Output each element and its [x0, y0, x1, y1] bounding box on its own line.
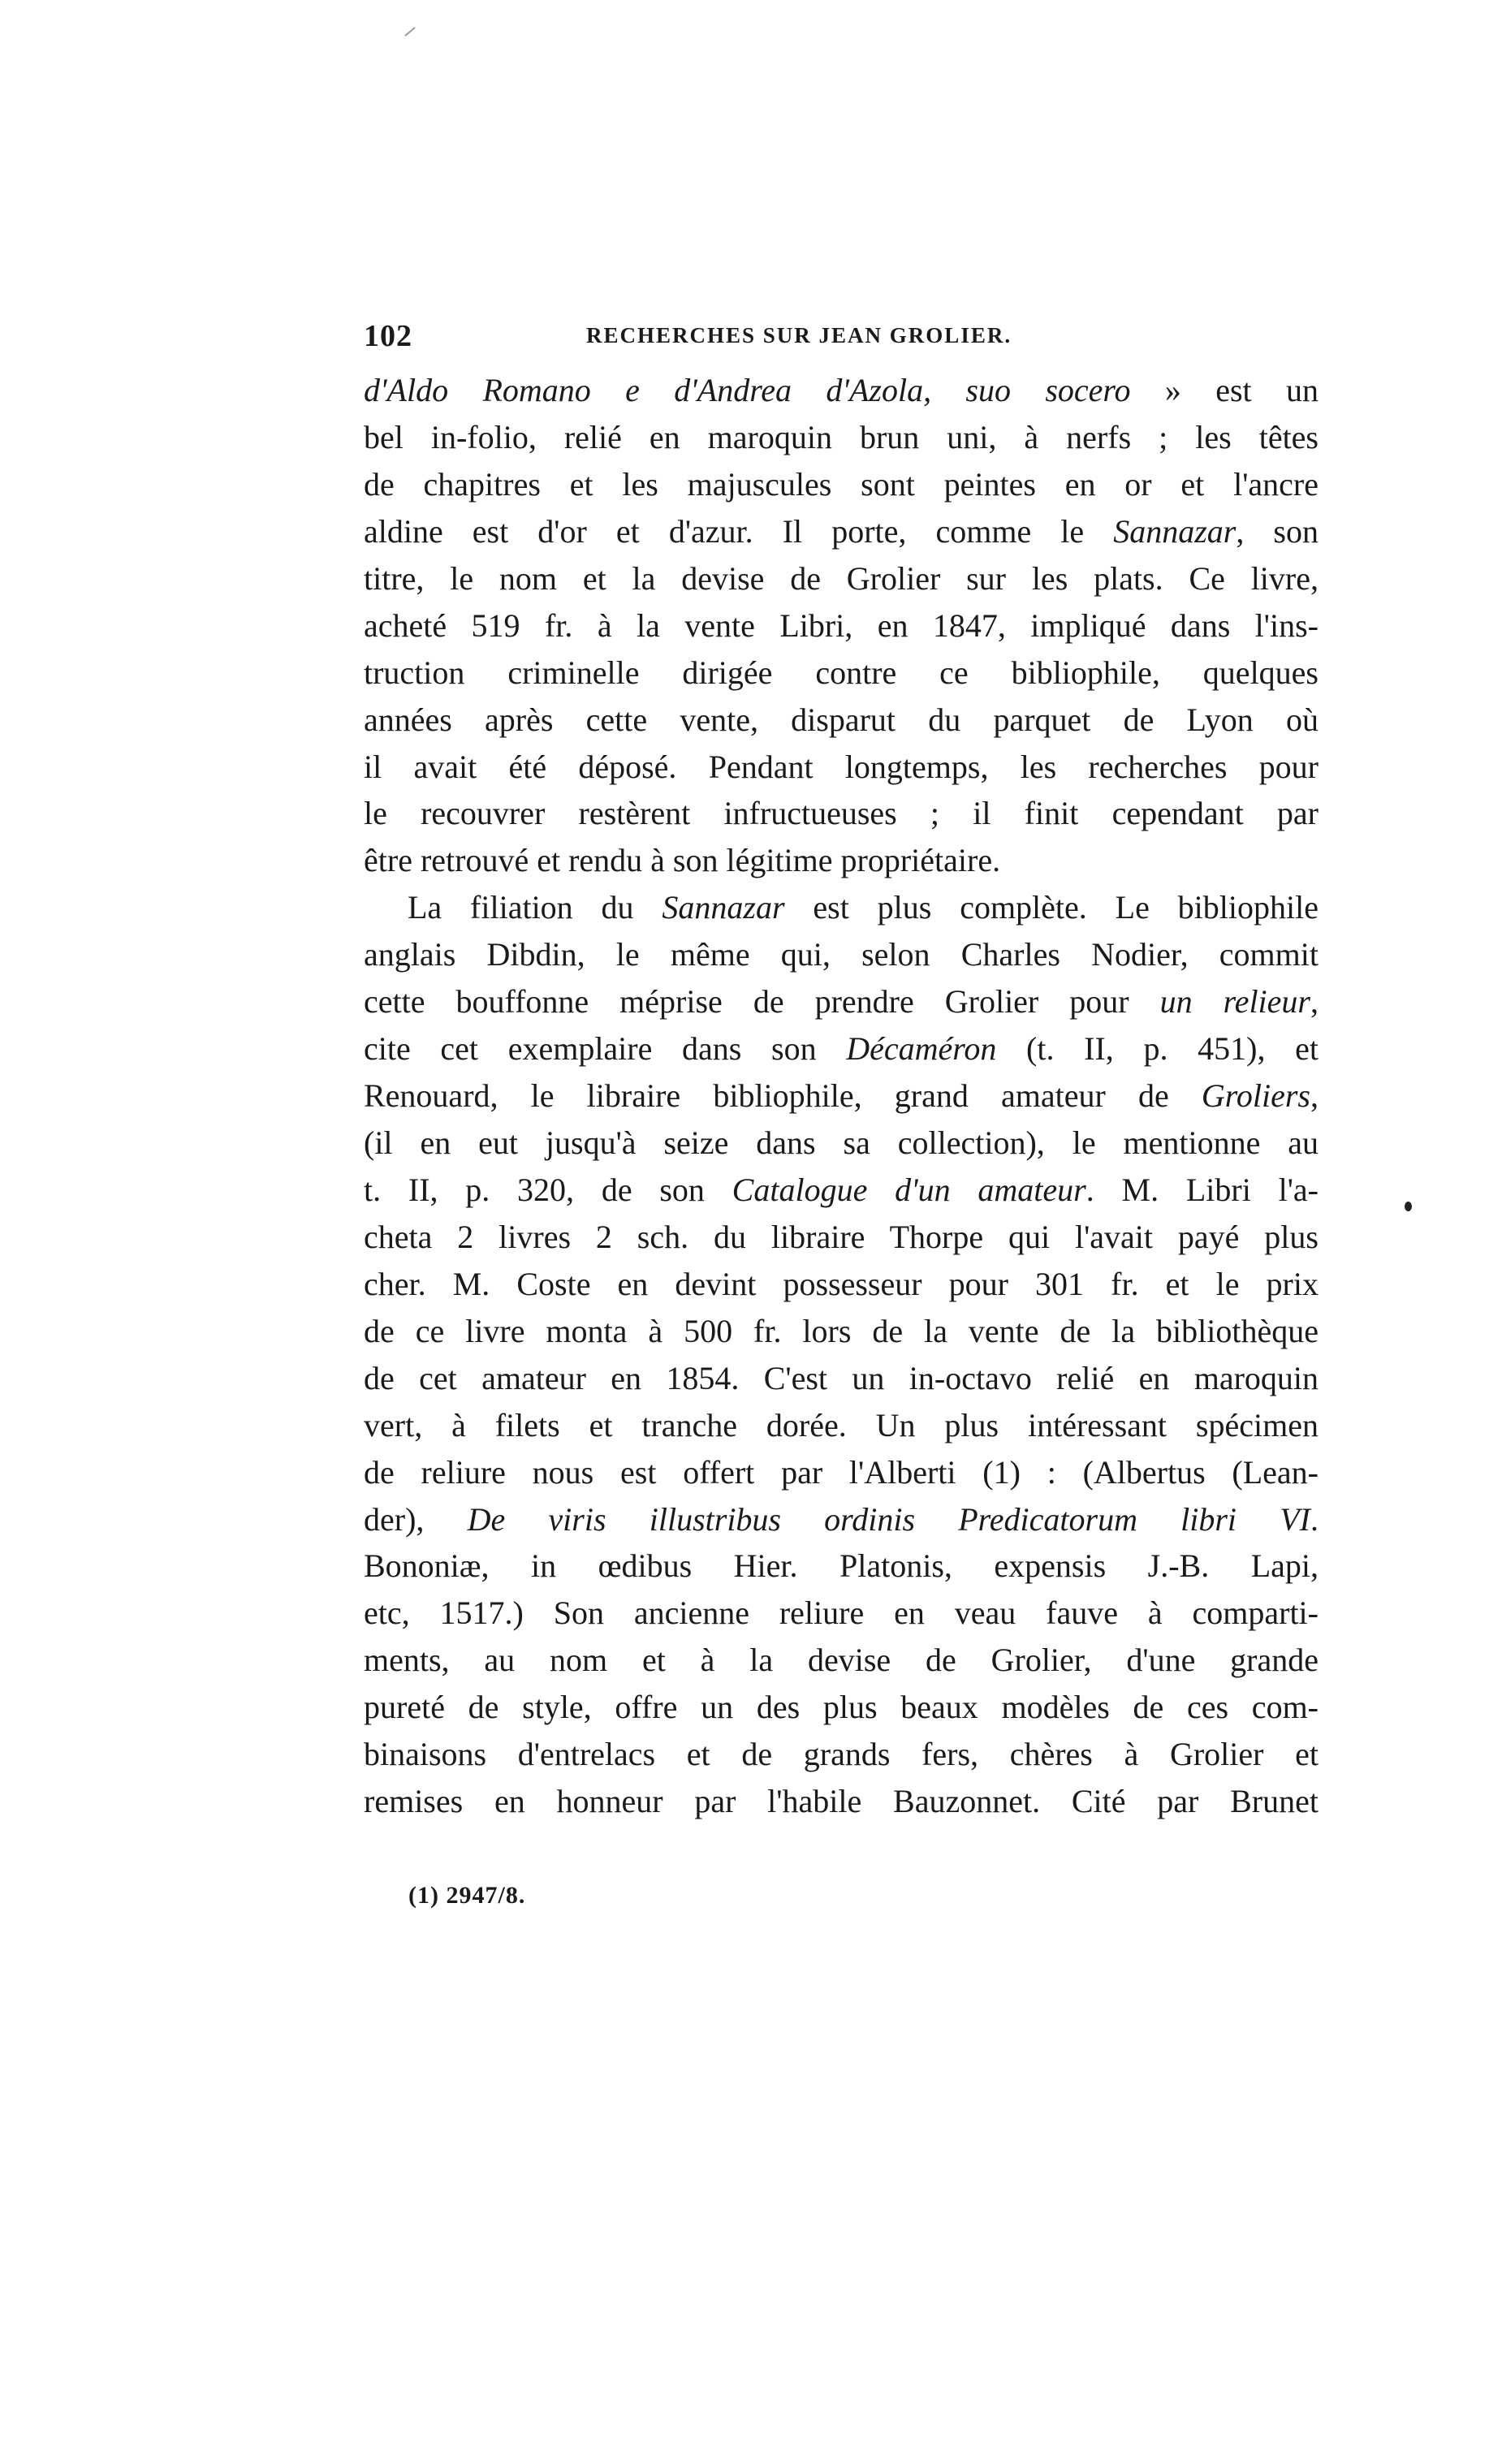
text-line: La filiation du Sannazar est plus complète. Le bibliophile — [408, 889, 1319, 926]
text-line: d'Aldo Romano e d'Andrea d'Azola, suo socero » est un — [364, 372, 1319, 408]
text-line: de ce livre monta à 500 fr. lors de la vente de la bibliothèque — [364, 1312, 1319, 1349]
ink-speck — [1405, 1202, 1412, 1211]
text-line: bel in-folio, relié en maroquin brun uni, à nerfs ; les têtes — [364, 418, 1319, 455]
text-line: binaisons d'entrelacs et de grands fers, chères à Grolier et — [364, 1736, 1319, 1773]
text-line: (il en eut jusqu'à seize dans sa collection), le mentionne au — [364, 1124, 1319, 1161]
text-line: pureté de style, offre un des plus beaux modèles de ces com- — [364, 1689, 1319, 1726]
text-line: cheta 2 livres 2 sch. du libraire Thorpe qui l'avait payé plus — [364, 1218, 1319, 1255]
text-line: titre, le nom et la devise de Grolier sur les plats. Ce livre, — [364, 559, 1319, 597]
text-line: ments, au nom et à la devise de Grolier, d'une grande — [364, 1642, 1319, 1679]
text-line: anglais Dibdin, le même qui, selon Charles Nodier, commit — [364, 936, 1319, 973]
text-line: de cet amateur en 1854. C'est un in-octavo relié en maroquin — [364, 1359, 1319, 1396]
text-line: t. II, p. 320, de son Catalogue d'un amateur. M. Libri l'a- — [364, 1171, 1319, 1208]
text-line: cette bouffonne méprise de prendre Grolier pour un relieur, — [364, 983, 1319, 1021]
text-line: de chapitres et les majuscules sont peintes en or et l'ancre — [364, 465, 1319, 503]
text-line: vert, à filets et tranche dorée. Un plus intéressant spécimen — [364, 1406, 1319, 1443]
footnote: (1) 2947/8. — [408, 1882, 526, 1909]
text-line: der), De viris illustribus ordinis Predicatorum libri VI. — [364, 1500, 1319, 1538]
text-line: le recouvrer restèrent infructueuses ; il finit cependant par — [364, 795, 1319, 832]
text-line: remises en honneur par l'habile Bauzonnet. Cité par Brunet — [364, 1783, 1319, 1820]
text-line: acheté 519 fr. à la vente Libri, en 1847, impliqué dans l'ins- — [364, 606, 1319, 644]
body-text — [364, 367, 1319, 1825]
text-line: Renouard, le libraire bibliophile, grand amateur de Groliers, — [364, 1077, 1319, 1115]
text-line: cher. M. Coste en devint possesseur pour 301 fr. et le prix — [364, 1265, 1319, 1302]
text-line: être retrouvé et rendu à son légitime propriétaire. — [364, 842, 1001, 879]
text-line: etc, 1517.) Son ancienne reliure en veau fauve à comparti- — [364, 1594, 1319, 1632]
text-line: années après cette vente, disparut du parquet de Lyon où — [364, 701, 1319, 738]
text-line: aldine est d'or et d'azur. Il porte, comme le Sannazar, son — [364, 512, 1319, 550]
text-line: truction criminelle dirigée contre ce bibliophile, quelques — [364, 654, 1319, 691]
page-number: 102 — [364, 319, 412, 353]
pencil-mark — [404, 27, 416, 37]
text-line: il avait été déposé. Pendant longtemps, les recherches pour — [364, 748, 1319, 785]
running-title: RECHERCHES SUR JEAN GROLIER. — [586, 323, 1012, 347]
running-head — [364, 318, 1319, 359]
text-line: Bononiæ, in œdibus Hier. Platonis, expensis J.-B. Lapi, — [364, 1547, 1319, 1585]
text-line: de reliure nous est offert par l'Alberti (1) : (Albertus (Lean- — [364, 1453, 1319, 1491]
text-line: cite cet exemplaire dans son Décaméron (t. II, p. 451), et — [364, 1030, 1319, 1068]
